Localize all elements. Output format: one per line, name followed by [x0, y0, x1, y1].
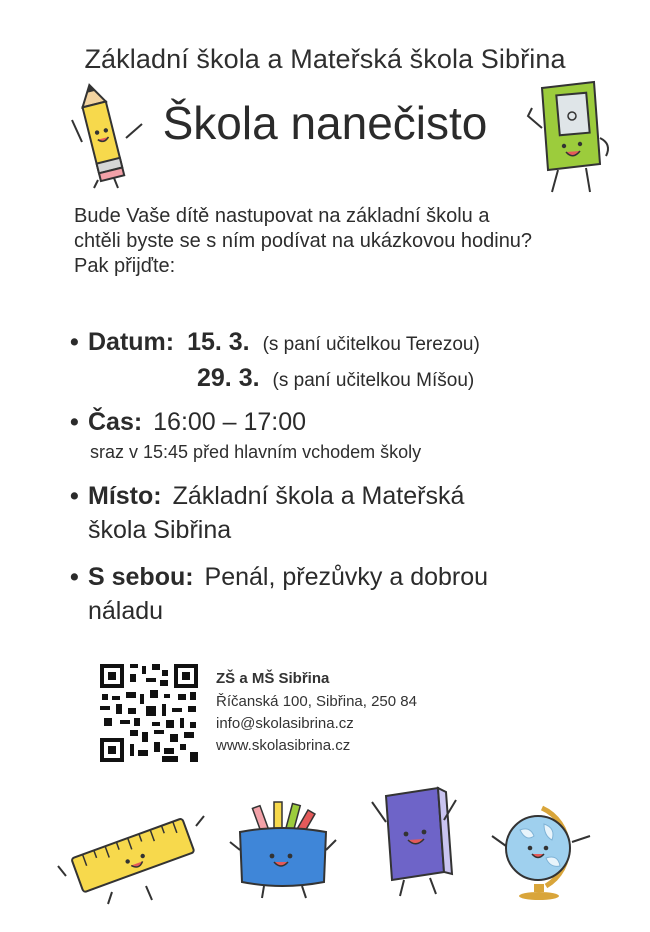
datum-date-2: 29. 3.	[197, 364, 260, 392]
sebou-value-2: náladu	[88, 597, 164, 625]
book-mascot-icon	[364, 782, 460, 900]
cas-note: sraz v 15:45 před hlavním vchodem školy	[90, 442, 422, 462]
detail-sebou	[70, 563, 488, 592]
misto-value-2: škola Sibřina	[88, 516, 232, 544]
bullet: •	[70, 482, 79, 510]
sharpener-mascot-icon	[524, 80, 614, 200]
pencilcase-mascot-icon	[228, 800, 338, 900]
intro-line-1: Bude Vaše dítě nastupovat na základní školu a	[74, 205, 490, 227]
page-title: Škola nanečisto	[162, 97, 488, 149]
datum-date-1: 15. 3.	[187, 328, 250, 356]
intro-line-2: chtěli byste se s ním podívat na ukázkovou hodinu?	[74, 230, 533, 252]
pencil-mascot-icon	[68, 80, 150, 190]
sebou-label: S sebou:	[88, 563, 194, 591]
globe-mascot-icon	[486, 796, 596, 902]
qr-code-icon	[100, 664, 198, 762]
datum-note-1: (s paní učitelkou Terezou)	[262, 334, 480, 355]
detail-cas	[70, 408, 306, 437]
contact-web[interactable]: www.skolasibrina.cz	[216, 737, 351, 754]
datum-label: Datum:	[88, 328, 175, 356]
cas-value: 16:00 – 17:00	[153, 408, 307, 436]
misto-value-1: Základní škola a Mateřská	[172, 482, 465, 510]
contact-email[interactable]: info@skolasibrina.cz	[216, 715, 354, 732]
detail-datum	[70, 328, 480, 357]
contact-name: ZŠ a MŠ Sibřina	[216, 670, 330, 687]
school-name: Základní škola a Mateřská škola Sibřina	[84, 44, 566, 74]
bullet: •	[70, 328, 79, 356]
intro-line-3: Pak přijďte:	[74, 255, 176, 277]
datum-note-2: (s paní učitelkou Míšou)	[272, 370, 475, 391]
misto-label: Místo:	[88, 482, 162, 510]
detail-misto	[70, 482, 464, 511]
cas-label: Čas:	[88, 408, 143, 436]
sebou-value-1: Penál, přezůvky a dobrou	[204, 563, 489, 591]
ruler-mascot-icon	[56, 806, 206, 906]
bullet: •	[70, 563, 79, 591]
detail-datum-2	[197, 364, 474, 393]
bullet: •	[70, 408, 79, 436]
contact-address: Říčanská 100, Sibřina, 250 84	[216, 693, 417, 710]
